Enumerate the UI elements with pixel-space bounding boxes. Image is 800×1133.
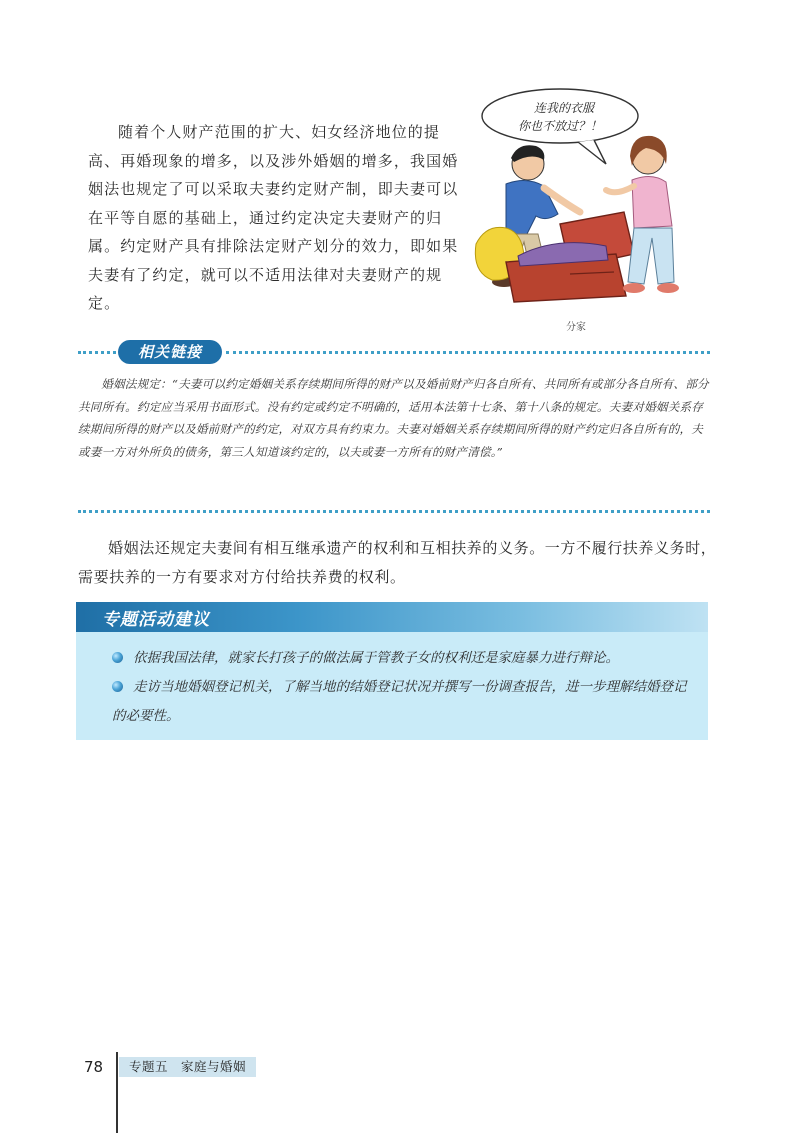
support-obligation-paragraph: 婚姻法还规定夫妻间有相互继承遗产的权利和互相扶养的义务。一方不履行扶养义务时，需要扶养的一方有要求对方付给扶养费的权利。 <box>78 539 717 586</box>
marriage-law-quote: 婚姻法规定：“夫妻可以约定婚姻关系存续期间所得的财产以及婚前财产归各自所有、共同所有或部分各自所有、部分共同所有。约定应当采用书面形式。没有约定或约定不明确的，适用本法第十七条、第十八条的规定。夫妻对婚姻关系存续期间所得的财产以及婚前财产的约定，对双方具有约束力。夫妻对婚姻关系存续期间所得的财产约定归各自所有的，夫或妻一方对外所负的债务，第三人知道该约定的，以夫或妻一方所有的财产清偿。” <box>78 377 709 459</box>
intro-paragraph: 随着个人财产范围的扩大、妇女经济地位的提高、再婚现象的增多，以及涉外婚姻的增多，我国婚姻法也规定了可以采取夫妻约定财产制，即夫妻可以在平等自愿的基础上，通过约定决定夫妻财产的归属。约定财产具有排除法定财产划分的效力，即如果夫妻有了约定，就可以不适用法律对夫妻财产的规定。 <box>88 123 459 312</box>
related-link-top-border-left <box>78 351 116 354</box>
activity-header-bar <box>76 602 708 632</box>
page-number: 78 <box>84 1058 104 1076</box>
activity-item-2-text: 走访当地婚姻登记机关，了解当地的结婚登记状况并撰写一份调查报告，进一步理解结婚登记的必要性。 <box>112 679 687 724</box>
related-link-bottom-border <box>78 510 710 513</box>
speech-line-2: 你也不放过？！ <box>517 119 603 133</box>
speech-line-1: 连我的衣服 <box>533 101 595 115</box>
illustration-caption: 分家 <box>566 322 586 333</box>
chapter-label: 专题五 家庭与婚姻 <box>119 1057 256 1077</box>
family-split-illustration <box>466 86 706 308</box>
activity-item-2 <box>112 673 692 731</box>
blue-sphere-bullet-icon <box>112 681 123 692</box>
footer-vertical-rule <box>116 1052 118 1133</box>
activity-item-1 <box>112 644 692 673</box>
activity-suggestions-box <box>76 602 708 740</box>
related-link-top-border-right <box>226 351 710 354</box>
activity-title: 专题活动建议 <box>102 610 210 630</box>
blue-sphere-bullet-icon <box>112 652 123 663</box>
related-link-label: 相关链接 <box>118 340 222 364</box>
activity-item-1-text: 依据我国法律，就家长打孩子的做法属于管教子女的权利还是家庭暴力进行辩论。 <box>133 650 619 666</box>
speech-bubble <box>482 89 638 143</box>
